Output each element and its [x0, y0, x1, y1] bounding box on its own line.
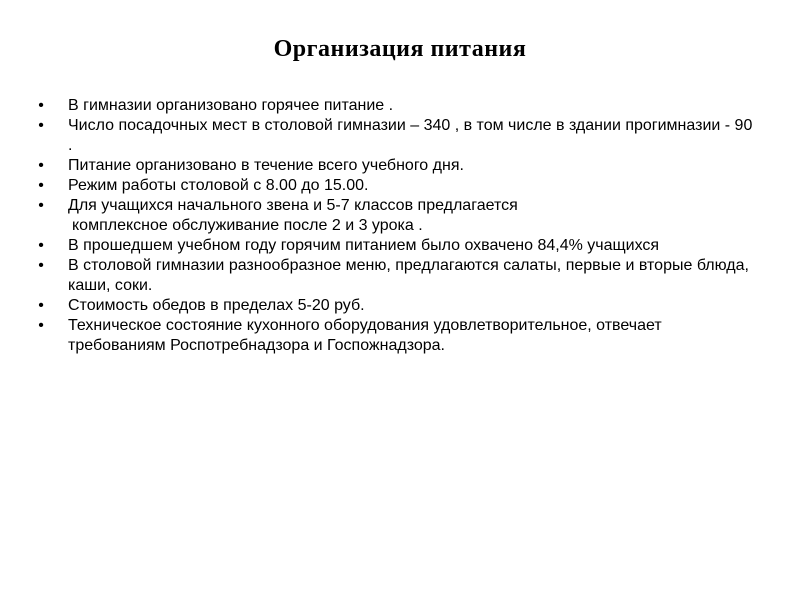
bullet-item [34, 176, 754, 196]
bullet-list [34, 96, 754, 356]
bullet-item [34, 196, 754, 216]
bullet-item [34, 96, 754, 116]
bullet-text: Техническое состояние кухонного оборудования удовлетворительное, отвечает требованиям Роспотребнадзора и Госпожнадзора. [68, 317, 662, 354]
bullet-text: В гимназии организовано горячее питание . [68, 97, 394, 114]
bullet-item [34, 296, 754, 316]
bullet-item [34, 156, 754, 176]
continuation-line [34, 216, 754, 236]
bullet-item [34, 116, 754, 156]
slide-title: Организация питания [273, 36, 527, 62]
bullet-text: В прошедшем учебном году горячим питанием было охвачено 84,4% учащихся [68, 237, 660, 254]
bullet-item [34, 236, 754, 256]
bullet-text: В столовой гимназии разнообразное меню, предлагаются салаты, первые и вторые блюда, каши, соки. [68, 257, 749, 294]
bullet-text: Режим работы столовой с 8.00 до 15.00. [68, 177, 369, 194]
bullet-text: комплексное обслуживание после 2 и 3 урока . [72, 217, 423, 234]
bullet-text: Стоимость обедов в пределах 5-20 руб. [68, 297, 365, 314]
bullet-text: Для учащихся начального звена и 5-7 классов предлагается [68, 197, 518, 214]
bullet-item [34, 316, 754, 356]
bullet-text: Число посадочных мест в столовой гимназии – 340 , в том числе в здании прогимназии - 90 . [68, 117, 753, 154]
bullet-item [34, 256, 754, 296]
bullet-text: Питание организовано в течение всего учебного дня. [68, 157, 464, 174]
